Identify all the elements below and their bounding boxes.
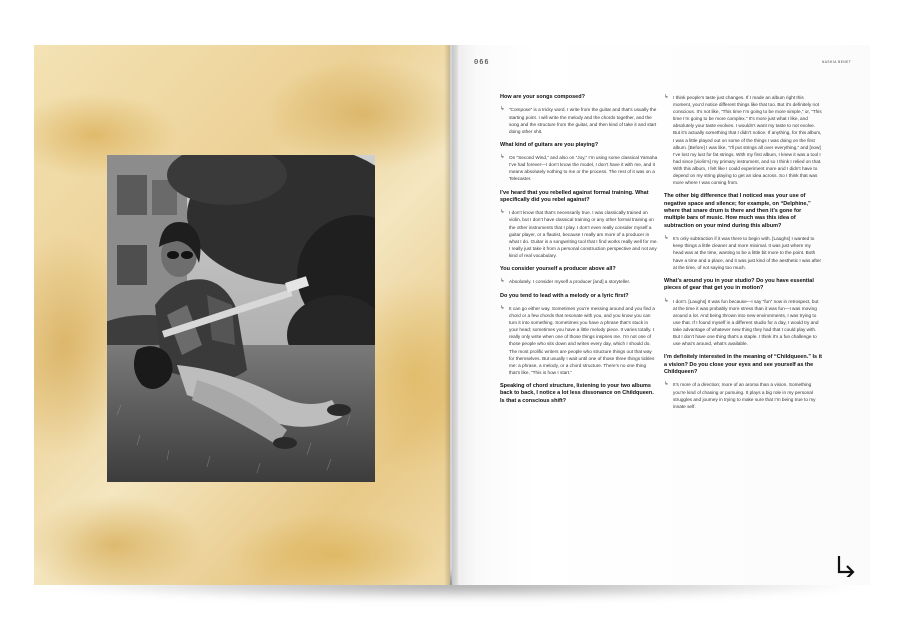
answer-arrow-icon: ↳: [500, 278, 505, 285]
answer-arrow-icon: ↳: [664, 297, 669, 304]
qa-block: [500, 94, 658, 135]
interview-answer: ↳ I don’t know that that’s necessarily true. I was classically trained on violin, but I don’t have classical training or any other formal training on the other instruments that I play. I don’t even really consider myself a guitar player, or a flautist, because I really am more of a producer in what I do. Guitar is a songwriting tool that I find works really well for me. I really just take it from a personal construction perspective and not any kind of real vocabulary.: [500, 209, 658, 258]
interview-column-left: [500, 94, 658, 410]
qa-block: [664, 354, 822, 410]
page-number: 066: [474, 58, 490, 66]
interview-question: I’ve heard that you rebelled against formal training. What specifically did you rebel against?: [500, 189, 649, 203]
answer-arrow-icon: ↳: [664, 235, 669, 242]
magazine-spine: [444, 45, 458, 585]
answer-arrow-icon: ↳: [664, 381, 669, 388]
interview-answer: ↳ It can go either way. Sometimes you’re messing around and you find a chord or a few chords that resonate with you, and you know you can turn it into something. Sometimes you have a phrase that’s stuck in your head; sometimes you have a little melody piece. It varies totally. I really only write when one of those things inspires me. I’m not one of those people who sits down and writes every day, which I should do. The most prolific writers are people who structure things out that way for themselves. But usually I wait until one of those three things tickles me: a phrase, a melody, or a chord structure. There’s no one thing that’s like, “This is how I start.”: [500, 304, 655, 375]
interview-answer: ↳ Absolutely. I consider myself a producer [and] a storyteller.: [500, 278, 631, 285]
interview-answer: ↳ It’s more of a direction; more of an aroma than a vision. Something you’re kind of chasing or pursuing. It plays a big role in my personal struggles and journey in trying to make sure that I’m being true to my innate self.: [664, 381, 816, 409]
interview-question: I’m definitely interested in the meaning of “Childqueen.” Is it a vision? Do you close your eyes and see yourself as the Childqueen?: [664, 354, 822, 375]
interview-question: How are your songs composed?: [500, 94, 585, 100]
qa-block: [500, 293, 658, 376]
answer-arrow-icon: ↳: [500, 106, 505, 113]
qa-block: [664, 278, 822, 347]
interview-answer: ↳ It’s only subtraction if it was there to begin with. [Laughs] I wanted to keep things a little cleaner and more minimal. It was just where my head was at the time, wanting to be a little bit more to the point. Both have a time and a place, and it was just kind of the aesthetic I was after at the time, of not saying too much.: [664, 235, 821, 270]
interview-answer: ↳ “Compose” is a tricky word. I write from the guitar and that’s usually the starting point. I will write the melody and the chords together, and the song and the structure from the guitar, and then kind of take it and start doing other shit.: [500, 106, 657, 134]
continue-arrow-icon: [836, 555, 856, 577]
answer-arrow-icon: ↳: [664, 94, 669, 100]
qa-block: [500, 383, 658, 405]
interview-question: What’s around you in your studio? Do you have essential pieces of gear that get you in motion?: [664, 277, 814, 292]
answer-arrow-icon: ↳: [500, 209, 505, 216]
running-head: NASHIA BENET: [822, 60, 852, 64]
qa-block: [500, 190, 658, 259]
qa-block: [500, 266, 658, 286]
answer-arrow-icon: ↳: [500, 304, 505, 311]
qa-block: [664, 94, 822, 186]
interview-column-right: [664, 94, 822, 417]
interview-question: Speaking of chord structure, listening to your two albums back to back, I notice a lot less dissonance on Childqueen. Is that a conscious shift?: [500, 382, 654, 404]
interview-question: What kind of guitars are you playing?: [500, 141, 599, 148]
interview-answer: ↳ I don’t. [Laughs] It was fun because—I say “fun” now in retrospect, but at the time it was probably more stress than it was fun—I was moving around a lot. And being thrown into new environments, I was trying to use that. If I found myself in a different studio for a day, I would try and take advantage of whatever new thing they had that I could play with. But I don’t have one thing that’s a staple. I think it’s a fun challenge to use what’s around, what’s available.: [664, 297, 819, 347]
portrait-photo: [107, 155, 375, 482]
qa-block: [664, 193, 822, 271]
qa-block: [500, 142, 658, 183]
interview-question: You consider yourself a producer above all?: [500, 266, 616, 273]
interview-answer: ↳ I think people’s taste just changes. If I made an album right this moment, you’d notice different things like that too. But it’s definitely not conscious. It’s not like, “This time I’m going to be more simple,” or, “This time I’m going to be more complex.” It’s more just what I like, and absolutely your taste evolves. I wouldn’t want my taste to not evolve. But it’s actually something that I didn’t notice. If anything, for this album, I was a little played out on some of the things I was doing on the first album. [Before] I was like, “I’ll put strings all over everything,” and [now] I’ve lost my lust for fat strings. With my first album, I knew it was a tool I had since [violin’s] my primary instrument, and so I think I relied on that. With this album, I felt like I could experiment more and I didn’t have to depend on my string playing to get an idea across. So I think that was more where I was coming from.: [664, 94, 822, 186]
interview-answer: ↳ On “Second Wind,” and also on “Joy,” I’m using some classical Yamaha I’ve had forever—I don’t know the model, I don’t have it with me, and it means absolutely nothing to me or the process. The rest of it was on a Telecaster.: [500, 154, 658, 182]
interview-question: The other big difference that I noticed was your use of negative space and silence; for example, on “Delphine,” where that snare drum is there and then it’s gone for multiple bars of music. How much was this idea of subtraction on your mind during this album?: [664, 193, 811, 229]
answer-arrow-icon: ↳: [500, 154, 505, 161]
interview-question: Do you tend to lead with a melody or a lyric first?: [500, 292, 629, 299]
